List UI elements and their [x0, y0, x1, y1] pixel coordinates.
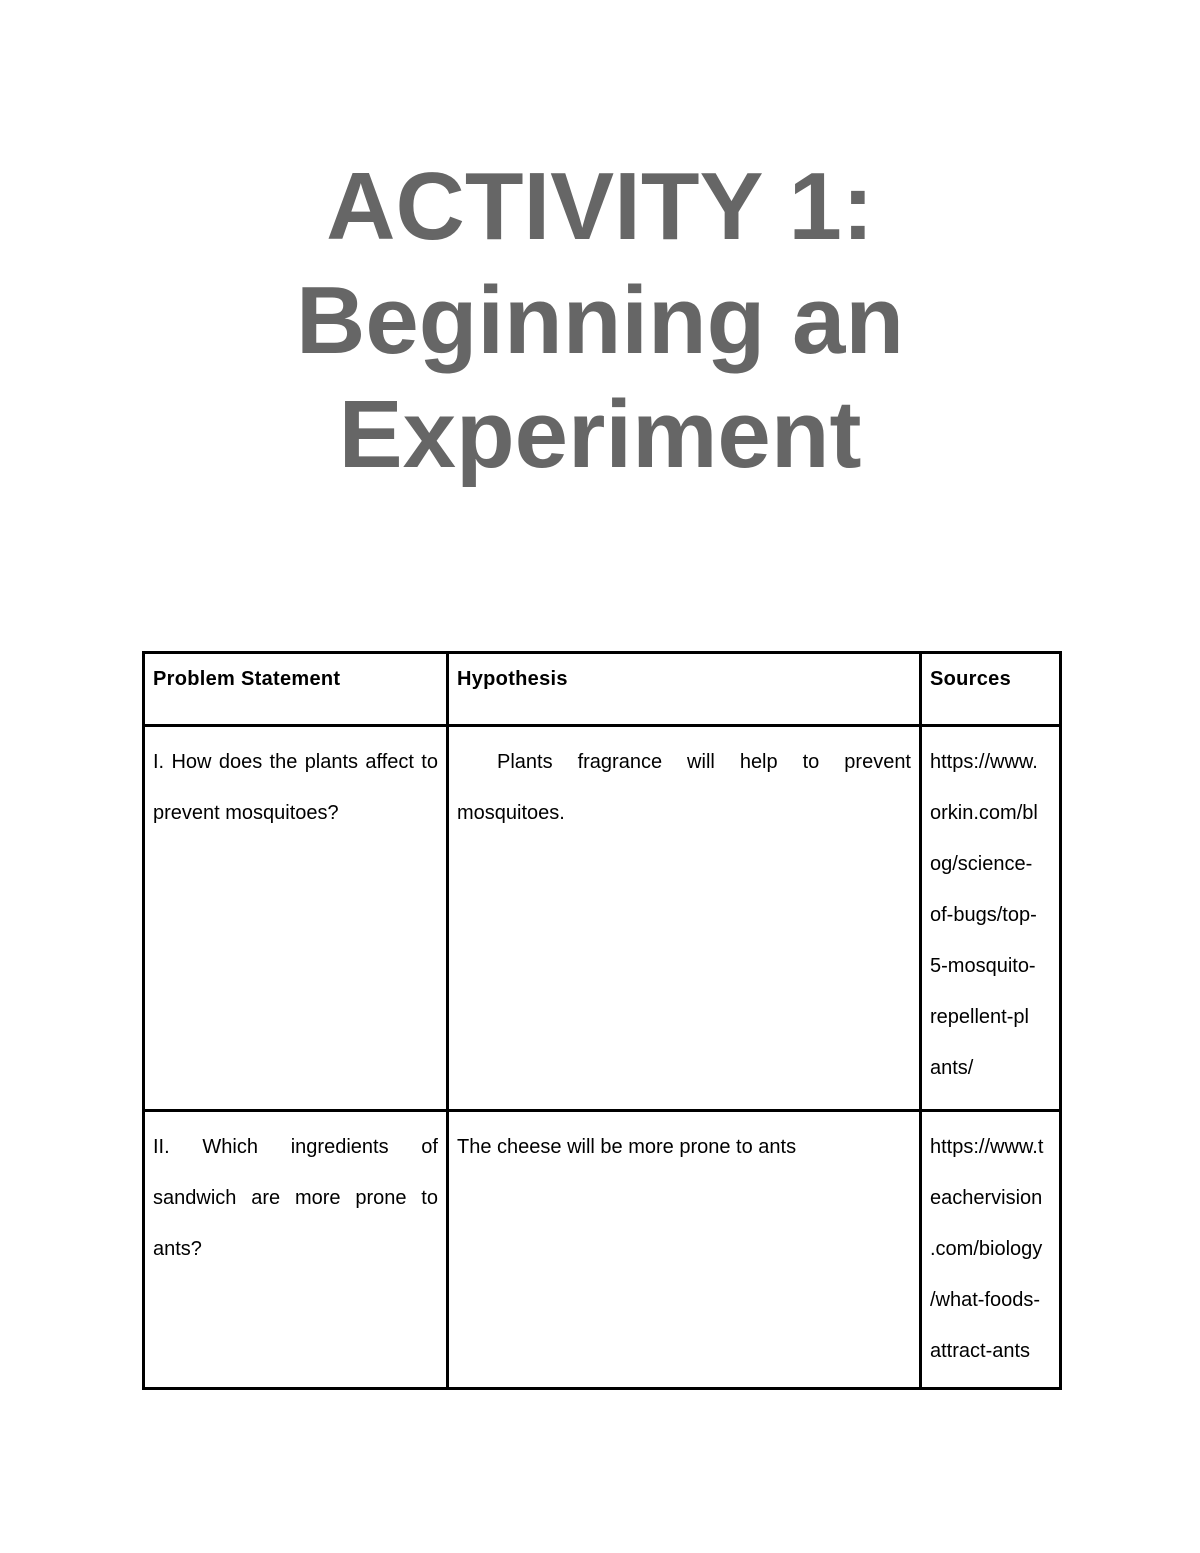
- problem-statement-cell: I. How does the plants affect to prevent mosquitoes?: [144, 726, 448, 1111]
- title-line-2: Beginning an: [296, 267, 904, 374]
- problem-statement-cell: II. Which ingredients of sandwich are more prone to ants?: [144, 1111, 448, 1389]
- source-line: of-bugs/top-: [930, 904, 1037, 926]
- header-sources: Sources: [921, 653, 1061, 726]
- page-title: [0, 150, 1200, 492]
- table-header-row: [144, 653, 1061, 726]
- source-line: og/science-: [930, 853, 1033, 875]
- title-line-3: Experiment: [338, 381, 862, 488]
- hypothesis-text: Plants fragrance will help to prevent mosquitoes.: [457, 751, 911, 824]
- source-line: ants/: [930, 1057, 974, 1079]
- source-line: https://www.t: [930, 1136, 1044, 1158]
- activity-table: [142, 651, 1062, 1390]
- hypothesis-cell: [448, 726, 921, 1111]
- hypothesis-cell: The cheese will be more prone to ants: [448, 1111, 921, 1389]
- sources-cell: [921, 726, 1061, 1111]
- source-line: 5-mosquito-: [930, 955, 1036, 977]
- source-line: /what-foods-: [930, 1289, 1041, 1311]
- sources-cell: [921, 1111, 1061, 1389]
- source-line: https://www.: [930, 751, 1038, 773]
- header-hypothesis: Hypothesis: [448, 653, 921, 726]
- source-line: orkin.com/bl: [930, 802, 1038, 824]
- source-line: attract-ants: [930, 1340, 1031, 1362]
- title-line-1: ACTIVITY 1:: [326, 153, 874, 260]
- source-line: repellent-pl: [930, 1006, 1029, 1028]
- source-line: eachervision: [930, 1187, 1043, 1209]
- source-line: .com/biology: [930, 1238, 1043, 1260]
- header-problem-statement: Problem Statement: [144, 653, 448, 726]
- table-row: [144, 1111, 1061, 1389]
- table-row: [144, 726, 1061, 1111]
